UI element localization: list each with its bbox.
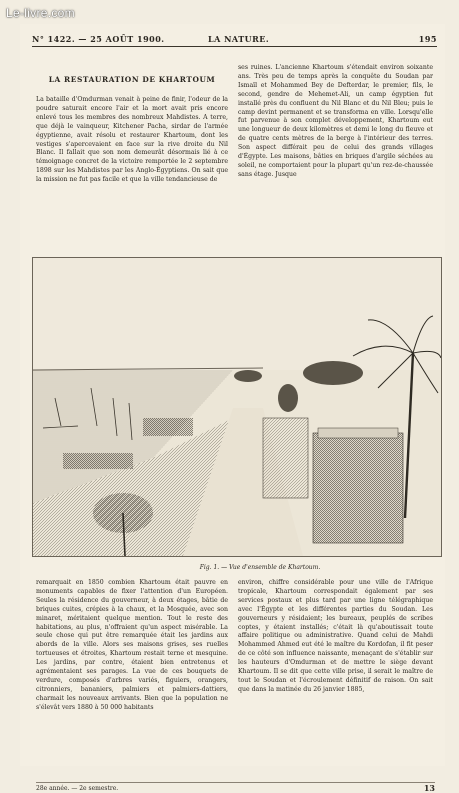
article-paragraph: environ, chiffre considérable pour une ville de l'Afrique tropicale, Khartoum correspondait également par ses services postaux et plus tard par une ligne télégraphique avec l'Égypte et les différentes parties du Soudan. Les gouverneurs y résidaient; les bureaux, peuplés de scribes coptes, y étaient installés; c'était là qu'aboutissait toute affaire politique ou administrative. Quand celui de Mahdi Mohammed Ahmed eut été le maître du Kordofan, il fit peser de ce côté son influence naissante, menaçant de s'établir sur les hauteurs d'Omdurman et de mettre le siège devant Khartoum. Il se dit que cette ville prise, il serait le maître de tout le Soudan et l'écroulement définitif de raison. On sait que dans la matinée du 26 janvier 1885, bbox=[238, 579, 433, 693]
article-paragraph: La bataille d'Omdurman venait à peine de finir, l'odeur de la poudre saturait encore l'air et la mort avait pris encore enlevé tous les membres des nombreux Mahdistes. A terre, que déjà le vainqueur, Kitchener Pacha, sirdar de l'armée égyptienne, avait résolu et restaurer Khartoum, dont les vestiges s'apercevaient en face sur la rive droite du Nil Blanc. Il fallait que son nom demeurât désormais lié à ce témoignage concret de la victoire remportée le 2 septembre 1898 sur les Mahdistes par les Anglo-Égyptiens. On sait que la mission ne fut pas facile et que la ville tendancieuse de bbox=[36, 96, 228, 184]
watermark: Le-livre.com bbox=[6, 6, 75, 20]
journal-title: LA NATURE. bbox=[208, 34, 270, 44]
volume-info: 28e année. — 2e semestre. bbox=[36, 785, 119, 792]
engraving-khartoum bbox=[32, 257, 442, 557]
article-paragraph: remarquait en 1850 combien Khartoum était pauvre en monuments capables de fixer l'attention d'un Européen. Seules la résidence du gouverneur, à deux étages, bâtie de briques cuites, crépies à la chaux, et la Mosquée, avec son minaret, méritaient quelque mention. Tout le reste des habitations, au plus, n'offraient qu'un aspect misérable. La seule chose qui put être remarquée était les jardins aux abords de la ville. Alors ses maisons grises, ses ruelles tortueuses et étroites, Khartoum restait terne et mesquine. Les jardins, par contre, étaient bien entretenus et agrémentaient ses parages. La vue de ces bouquets de verdure, composés d'arbres variés, figuiers, orangers, citronniers, bananiers, palmiers et palmiers-dattiers, charmait les nouveaux arrivants. Bien que la population ne s'élevât vers 1880 à 50 000 habitants bbox=[36, 579, 228, 711]
article-column-bottom-left bbox=[36, 579, 228, 713]
figure-caption: Fig. 1. — Vue d'ensemble de Khartoum. bbox=[199, 564, 321, 571]
article-title: LA RESTAURATION DE KHARTOUM bbox=[48, 75, 216, 84]
article-paragraph: ses ruines. L'ancienne Khartoum s'étendait environ soixante ans. Très peu de temps après la conquête du Soudan par Ismaïl et Mohammed Bey de Defterdar, le premier, fils, le second, gendre de Mehemet-Ali, un camp égyptien fut installé près du confluent du Nil Blanc et du Nil Bleu; puis le camp devint permanent et se transforma en ville. Lorsqu'elle fut parvenue à son complet développement, Khartoum eut une longueur de deux kilomètres et demi le long du fleuve et de quatre cents mètres de la berge à l'intérieur des terres. Son aspect différait peu de celui des grands villages d'Égypte. Les maisons, bâties en briques d'argile séchées au soleil, ne comportaient pour la plupart qu'un rez-de-chaussée sans étage. Jusque bbox=[238, 64, 433, 178]
page-number: 195 bbox=[418, 34, 437, 44]
article-column-bottom-right bbox=[238, 579, 433, 695]
signature-number: 13 bbox=[423, 783, 435, 793]
running-header bbox=[32, 32, 437, 47]
journal-page bbox=[20, 24, 445, 793]
article-column-right bbox=[238, 64, 433, 180]
page-footer bbox=[36, 782, 435, 793]
issue-date: N° 1422. — 25 AOÛT 1900. bbox=[32, 34, 165, 44]
article-column-left bbox=[36, 96, 228, 185]
